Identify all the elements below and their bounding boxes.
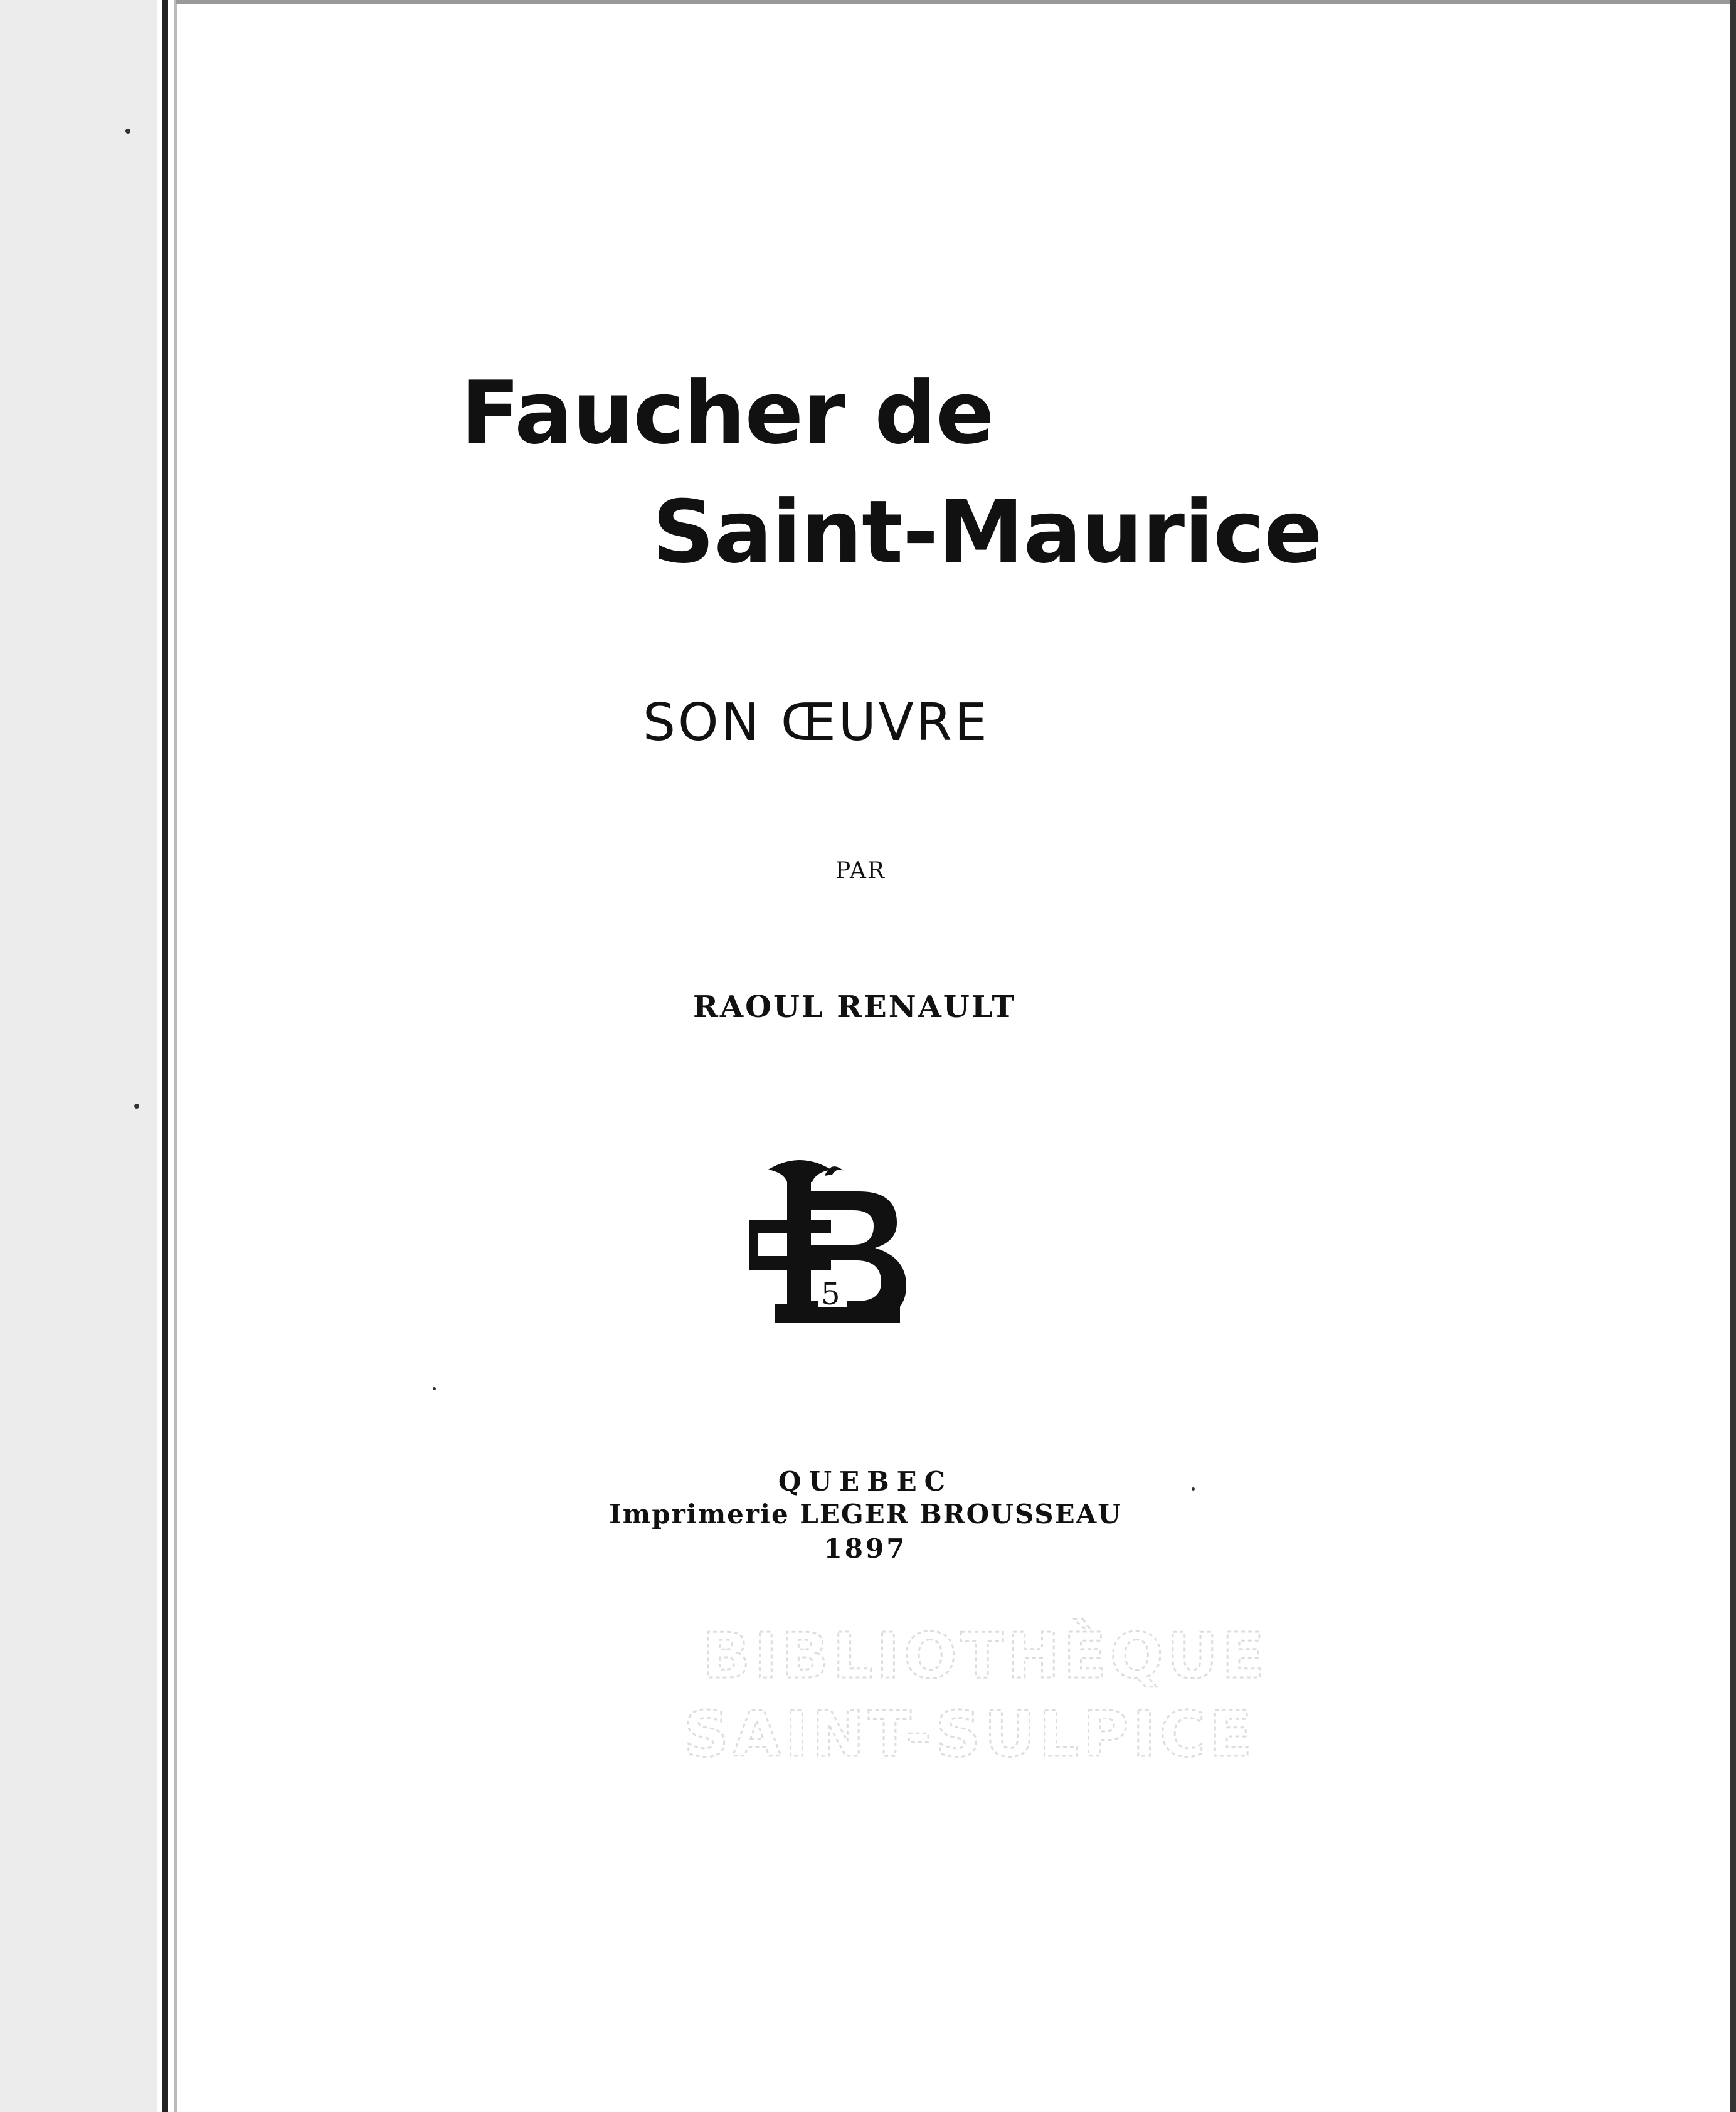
book-title-line-2: Saint-Maurice xyxy=(652,482,1322,583)
svg-text:5: 5 xyxy=(821,1277,840,1312)
page-top-edge xyxy=(176,0,1736,4)
page-edge-line xyxy=(174,0,177,2112)
author-name: RAOUL RENAULT xyxy=(693,990,1017,1025)
scan-speck xyxy=(1192,1487,1195,1491)
library-blind-stamp-icon xyxy=(684,1612,1269,1775)
scan-speck xyxy=(134,1104,139,1109)
by-label: PAR xyxy=(835,858,886,884)
scan-speck xyxy=(433,1387,436,1390)
imprint-city: QUEBEC xyxy=(778,1466,953,1497)
scan-speck xyxy=(125,129,130,134)
imprint-year: 1897 xyxy=(823,1533,908,1564)
imprint-printer: Imprimerie LEGER BROUSSEAU xyxy=(609,1499,1122,1529)
page-edge-shadow xyxy=(162,0,168,2112)
printer-monogram-icon xyxy=(749,1157,909,1339)
book-subtitle: SON ŒUVRE xyxy=(643,693,990,752)
svg-text:BIBLIOTHÈQUE: BIBLIOTHÈQUE xyxy=(702,1619,1269,1692)
book-title-line-1: Faucher de xyxy=(461,362,994,463)
svg-text:SAINT-SULPICE: SAINT-SULPICE xyxy=(684,1698,1256,1771)
scan-left-margin xyxy=(0,0,157,2112)
page-right-edge xyxy=(1730,0,1736,2112)
